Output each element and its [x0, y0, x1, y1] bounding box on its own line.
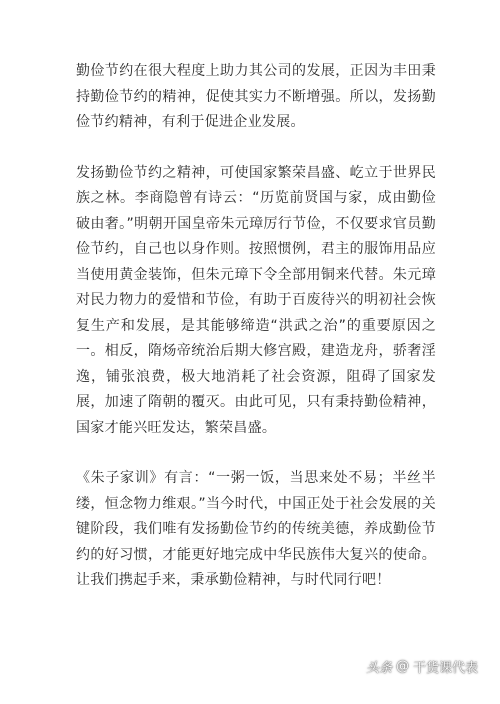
watermark-author: 干货课代表: [412, 661, 478, 676]
watermark: [366, 657, 478, 676]
paragraph-2: 发扬勤俭节约之精神，可使国家繁荣昌盛、屹立于世界民族之林。李商隐曾有诗云：“历览前贤国与家，成由勤俭破由奢。”明朝开国皇帝朱元璋厉行节俭，不仅要求官员勤俭节约，自己也以身作则。按照惯例，君主的服饰用品应当使用黄金装饰，但朱元璋下令全部用铜来代替。朱元璋对民力物力的爱惜和节俭，有助于百废待兴的明初社会恢复生产和发展，是其能够缔造“洪武之治”的重要原因之一。相反，隋炀帝统治后期大修宫殿，建造龙舟，骄奢淫逸，铺张浪费，极大地消耗了社会资源，阻碍了国家发展，加速了隋朝的覆灭。由此可见，只有秉持勤俭精神，国家才能兴旺发达，繁荣昌盛。: [76, 164, 436, 436]
article-body: [76, 59, 436, 619]
watermark-brand: 头条: [365, 661, 392, 676]
watermark-at-icon: @: [395, 659, 409, 674]
paragraph-1: 勤俭节约在很大程度上助力其公司的发展，正因为丰田秉持勤俭节约的精神，促使其实力不断增强。所以，发扬勤俭节约精神，有利于促进企业发展。: [76, 63, 436, 130]
paragraph-3: 《朱子家训》有言：“一粥一饭，当思来处不易；半丝半缕，恒念物力维艰。”当今时代，中国正处于社会发展的关键阶段，我们唯有发扬勤俭节约的传统美德，养成勤俭节约的好习惯，才能更好地完成中华民族伟大复兴的使命。让我们携起手来，秉承勤俭精神，与时代同行吧！: [76, 470, 436, 588]
